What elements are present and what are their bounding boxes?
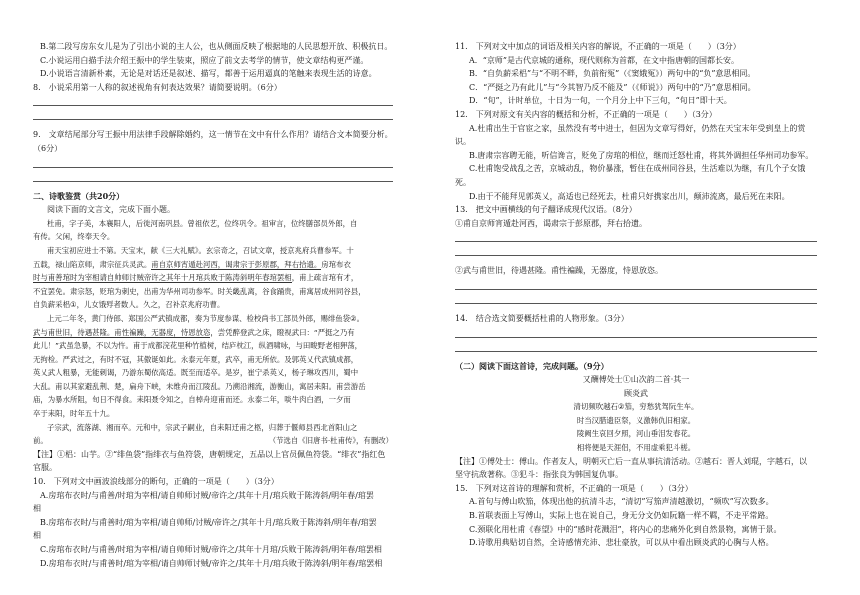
- q12-option-c-cont: 死。: [455, 177, 471, 187]
- q12-option-a: A.杜甫出生于官宦之家，虽然没有考中进士，但因为文章写得好，仍然在天宝末年受到皇上的赏: [469, 123, 806, 133]
- section-2-title: （二）阅读下面这首诗，完成问题。（9分）: [455, 360, 609, 371]
- q7-option-d: D.小说语言清新朴素，无论是对话还是叙述、描写，都善于运用逼真的笔触来表现生活的诗意。: [40, 69, 377, 79]
- q15-stem: 15. 下列对这首诗的理解和赏析，不正确的一项是（ ）（3分）: [455, 483, 693, 493]
- poem-line: 清切频吹越石②笳，穷愁犹驾阮生车。: [573, 402, 699, 412]
- passage-line: 英乂武人粗暴，无能刺谒，乃游东蜀依高适。既至而适卒。是岁，崔宁杀英乂，杨子琳攻西川，蜀中: [33, 368, 359, 378]
- q13-stem: 13. 把文中画横线的句子翻译成现代汉语。（8分）: [455, 205, 637, 215]
- q14-stem: 14. 结合选文简要概括杜甫的人物形象。（3分）: [455, 313, 629, 323]
- q15-option-c: C.颈联化用杜甫《春望》中的“感时花溅泪”，将内心的悲痛外化到自然景物，寓情于景。: [469, 524, 782, 534]
- q12-stem: 12. 下列对原文有关内容的概括和分析，不正确的一项是（ ）（3分）: [455, 109, 717, 119]
- passage-text: 五载，禄山陷京师，肃宗征兵灵武。: [33, 259, 152, 269]
- q7-option-c: C.小说运用白描手法介绍王振中的学生装束，照应了前文去考学的情节，使文章结构更严谨。: [40, 55, 369, 65]
- passage-line: 杜甫，字子美，本襄阳人，后徙河南巩县。曾祖依艺，位终巩令。祖审言，位终膳部员外郎，自: [47, 218, 358, 228]
- q10-stem: 10. 下列对文中画波浪线部分的断句，正确的一项是（ ）（3分）: [33, 477, 279, 487]
- passage-line: 甫天宝初应进士不第。天宝末，献《三大礼赋》。玄宗奇之，召试文章，授京兆府兵曹参军。十: [47, 245, 354, 255]
- q9-stem: 9. 文章结尾部分写王振中用法律手段解除婚约，这一情节在文中有什么作用？请结合文本简要分析。: [33, 130, 393, 140]
- q8-stem: 8. 小说采用第一人称的叙述视角有何表达效果？请简要说明。（6分）: [33, 82, 282, 92]
- reading-intro: 阅读下面的文言文，完成下面小题。: [47, 205, 175, 215]
- answer-line[interactable]: [33, 108, 393, 120]
- wavy-underlined-text: 时与甫善琯时为宰相请自帅师讨贼帝许之其年十月琯兵败于陈涛斜明年春琯罢相: [33, 273, 292, 283]
- passage-line: 无拘检。严武过之，有时不冠，其傲诞如此。永泰元年夏，武卒，甫无所依。及郭英乂代武镇成都，: [33, 354, 359, 364]
- section-title: 二、诗歌鉴赏（共20分）: [33, 190, 125, 201]
- q11-option-c: C．“严挺之乃有此儿”与“今其智乃反不能及”（《师说》）两句中的“乃”意思相同。: [469, 82, 756, 92]
- poem-title: 又酬傅处士①山次韵二首·其一: [582, 375, 690, 385]
- passage-text: ，甫上疏言琯有才，: [291, 273, 359, 283]
- left-column: [33, 40, 393, 570]
- passage-line: 自负薪采梠①，儿女饿殍者数人。久之，召补京兆府功曹。: [33, 300, 225, 310]
- passage-text: 前。: [33, 436, 48, 446]
- answer-line[interactable]: [33, 94, 393, 106]
- passage-line: 有传。父闲，终奉天令。: [33, 232, 115, 242]
- q12-option-a-cont: 识。: [455, 137, 471, 147]
- q11-option-b: B．“自负薪采梠”与“不明不畔，负前衔冤”（《窦娥冤》）两句中的“负”意思相同。: [469, 69, 756, 79]
- q12-option-b: B.唐肃宗容聘无能，听信谗言，贬免了房琯的相位，继而迁怒杜甫，将其外调担任华州司功参军。: [469, 150, 814, 160]
- passage-line: 此儿！”武虽急暴，不以为忤。甫于成都浣花里种竹植树，结庐枕江，纵酒啸咏，与田畯野老相狎荡，: [33, 341, 363, 351]
- q13-sentence-1: ①甫自京师宵遁赴河西，谒肃宗于彭原郡，拜右拾遗。: [455, 218, 647, 228]
- underlined-sentence-1: 甫自京师宵遁赴河西，谒肃宗于彭原郡，拜右拾遗。: [151, 259, 322, 269]
- q12-option-d: D.由于不能拜见郭英乂，高适也已经死去，杜甫只好携家出川，颠沛流离，最后死在耒阳。: [469, 191, 790, 201]
- answer-line[interactable]: [33, 170, 393, 182]
- passage-text: ，尝凭醉登武之床，瞪视武曰：“严挺之乃有: [210, 327, 355, 337]
- q13-sentence-2: ②武与甫世旧，待遇甚隆。甫性褊躁，无器度，恃恩放恣。: [455, 266, 663, 276]
- footnote: 【注】①梠：山芋。②“绯鱼袋”指绯衣与鱼符袋，唐朝规定，五品以上官员佩鱼符袋。“绯衣”指红色: [33, 449, 386, 459]
- poem-footnote: 【注】①傅处士：傅山。作者友人，明朝灭亡后一直从事抗清活动。②越石：晋人刘琨，字越石，以: [455, 456, 807, 466]
- answer-line[interactable]: [455, 292, 817, 304]
- footnote: 官服。: [33, 463, 57, 473]
- passage-line: 子宗武，流落湖、湘而卒。元和中，宗武子嗣业，自耒阳迁甫之柩，归葬于偃师县西北首阳山之: [47, 422, 358, 432]
- q10-option-a: A.房琯布衣时/与甫善/时琯为宰相/请自帅师讨贼/帝许之/其年十月/琯兵败于陈涛斜/明年春/琯罢: [40, 490, 374, 500]
- q11-option-d: D．“旬”，计时单位，十日为一旬，一个月分上中下三旬，“旬日”即十天。: [469, 96, 732, 106]
- passage-line: 大乱。甫以其家避乱荆、楚，扁舟下峡，未维舟而江陵乱。乃溯沿湘流，游衡山，寓居耒阳。甫尝游岳: [33, 381, 366, 391]
- q10-option-b: B.房琯布衣时/与甫善时/琯为宰相/请自帅师/讨贼/帝许之/其年十月/琯兵败于陈涛斜/明年春/琯罢: [40, 517, 377, 527]
- passage-line: 卒于耒阳，时年五十九。: [33, 409, 115, 419]
- q11-stem: 11. 下列对文中加点的词语及相关内容的解说，不正确的一项是（ ）（3分）: [455, 42, 741, 51]
- q15-option-d: D.诗歌用典贴切自然，全诗感情充沛、悲壮豪放，可以从中看出顾炎武的心胸与人格。: [469, 538, 774, 548]
- passage-line: 上元二年冬，黄门侍郎、郑国公严武镇成都，奏为节度参谋、检校尚书工部员外郎，赐绯鱼袋②。: [47, 313, 365, 323]
- q10-option-c: C.房琯布衣时/与甫善/时琯为宰相/请自帅师讨贼/帝许之/其年十月琯/兵败于陈涛斜/明年春/琯罢相: [40, 545, 382, 554]
- answer-line[interactable]: [455, 340, 817, 352]
- passage-text: 房琯布衣: [321, 259, 351, 269]
- right-column: [455, 40, 817, 550]
- q12-option-c: C.杜甫饱受战乱之苦，京城动乱，物价暴涨，暂住在成州同谷县，生活难以为继，有几个子女饿: [469, 164, 806, 174]
- q9-score: （6分）: [33, 143, 63, 153]
- q10-option-d: D.房琯布衣时/与甫善时/琯为宰相/请自帅师讨贼/帝许之/其年十月/琯兵败于陈涛斜/明年春/琯罢相: [40, 558, 383, 568]
- answer-line[interactable]: [455, 230, 817, 242]
- answer-line[interactable]: [455, 244, 817, 256]
- q15-option-b: B.首联表面上写傅山，实际上也在说自己，身无分文仍如阮籍一样不羁，不走平常路。: [469, 511, 774, 521]
- poem-line: 相将便是天涯侣，不用虚乘犯斗槎。: [576, 443, 696, 453]
- q11-option-a: A．“京师”是古代京城的通称，现代则称为首都，在文中指唐朝的国都长安。: [469, 55, 739, 65]
- answer-line[interactable]: [455, 326, 817, 338]
- poem-line: 陵阙生哀回夕照，河山垂泪发春花。: [576, 429, 696, 439]
- poem-line: 时当汉腊遗臣祭，义激韩仇旧相家。: [576, 415, 696, 425]
- answer-line[interactable]: [455, 278, 817, 290]
- underlined-sentence-2: 武与甫世旧，待遇甚隆。甫性褊躁，无器度，恃恩放恣: [33, 327, 211, 337]
- poem-author: 顾炎武: [624, 388, 648, 398]
- q15-option-a: A.首句与傅山吹笳，体现出他的抗清斗志，“清切”写笳声清越激切，“频吹”写次数多。: [469, 497, 774, 507]
- q7-option-b: B.第二段写房东女儿是为了引出小说的主人公，也从侧面反映了根据地的人民思想开放、积极抗日。: [40, 42, 393, 51]
- passage-line: 庙，为暴水所阻，旬日不得食。耒阳聂令知之，自棹舟迎甫而还。永泰二年，啖牛肉白酒，一夕而: [33, 395, 351, 405]
- passage-source: （节选自《旧唐书·杜甫传》，有删改）: [268, 436, 393, 446]
- poem-footnote: 坚守抗敌著称。③犯斗：指张良为韩国复仇事。: [455, 470, 623, 480]
- answer-line[interactable]: [33, 156, 393, 168]
- q10-option-a-cont: 相: [33, 504, 41, 514]
- passage-line: 不宜罢免。肃宗怒，贬琯为刺史，出甫为华州司功参军。时关畿乱离，谷食踊贵，甫寓居成州同谷县，: [33, 286, 366, 296]
- q10-option-b-cont: 相: [33, 531, 41, 541]
